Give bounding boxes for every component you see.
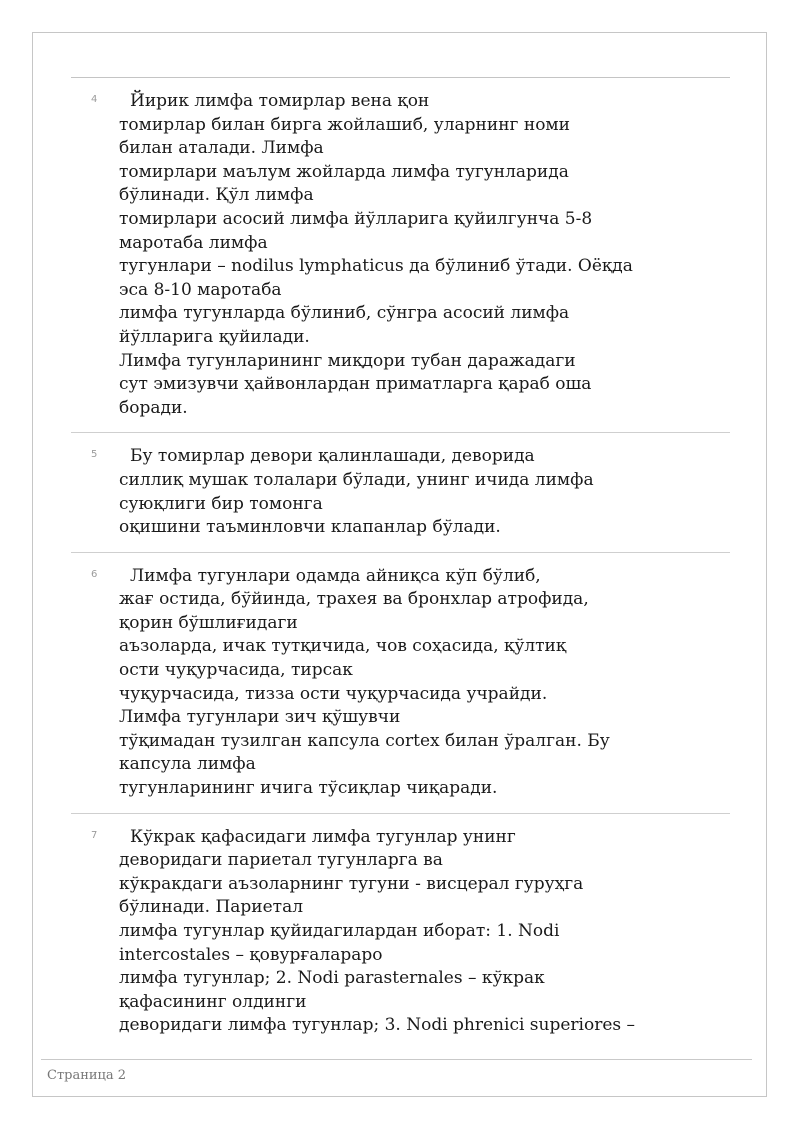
text-line: intercostales – қовурғалараро <box>119 944 383 965</box>
text-line: аъзоларда, ичак тутқичида, чов соҳасида, қўлтиқ <box>119 636 567 657</box>
text-line: Лимфа тугунлари одамда айниқса кўп бўлиб, <box>130 565 541 586</box>
text-line: бўлинади. Париетал <box>119 897 304 918</box>
text-line: қорин бўшлиғидаги <box>119 612 298 633</box>
text-line: йўлларига қуйилади. <box>119 326 310 347</box>
page-footer-label: Страница 2 <box>47 1068 127 1083</box>
section-number: 5 <box>91 449 98 461</box>
text-line: билан аталади. Лимфа <box>119 138 324 159</box>
text-line: Йирик лимфа томирлар вена қон <box>130 91 430 111</box>
text-line: жағ остида, бўйинда, трахея ва бронхлар атрофида, <box>119 589 589 610</box>
section-4 <box>71 78 730 433</box>
section-7 <box>71 814 730 1044</box>
text-line: томирлар билан бирга жойлашиб, уларнинг номи <box>119 114 570 135</box>
text-line: лимфа тугунлар; 2. Nodi parasternales – кўкрак <box>119 968 545 989</box>
text-line: ости чуқурчасида, тирсак <box>119 660 353 681</box>
text-line: тугунлари – nodilus lymphaticus да бўлиниб ўтади. Оёқда <box>119 256 633 277</box>
text-line: Кўкрак қафасидаги лимфа тугунлар унинг <box>130 826 516 847</box>
text-line: оқишини таъминловчи клапанлар бўлади. <box>119 517 501 538</box>
document-page <box>32 32 767 1097</box>
text-line: маротаба лимфа <box>119 232 268 253</box>
footer-divider <box>41 1059 752 1060</box>
paragraph <box>119 445 722 539</box>
paragraph <box>119 565 722 801</box>
text-line: кўкракдаги аъзоларнинг тугуни - висцерал гуруҳга <box>119 873 584 894</box>
text-line: томирлари асосий лимфа йўлларига қуйилгунча 5-8 <box>119 208 593 229</box>
text-line: суюқлиги бир томонга <box>119 493 323 514</box>
text-line: эса 8-10 маротаба <box>119 279 282 300</box>
section-5 <box>71 433 730 552</box>
text-line: капсула лимфа <box>119 754 256 775</box>
text-line: силлиқ мушак толалари бўлади, унинг ичида лимфа <box>119 469 594 490</box>
text-line: тугунларининг ичига тўсиқлар чиқаради. <box>119 778 498 799</box>
section-number: 6 <box>91 568 98 580</box>
text-line: тўқимадан тузилган капсула cortex билан ўралган. Бу <box>119 730 610 751</box>
page-content <box>71 77 730 1044</box>
text-line: деворидаги париетал тугунларга ва <box>119 850 443 871</box>
text-line: қафасининг олдинги <box>119 991 307 1012</box>
text-line: Бу томирлар девори қалинлашади, деворида <box>130 446 535 467</box>
text-line: сут эмизувчи ҳайвонлардан приматларга қараб оша <box>119 374 592 395</box>
text-line: боради. <box>119 397 188 418</box>
text-line: Лимфа тугунларининг миқдори тубан даражадаги <box>119 350 576 371</box>
paragraph <box>119 90 722 420</box>
section-number: 4 <box>91 94 98 105</box>
text-line: Лимфа тугунлари зич қўшувчи <box>119 707 401 728</box>
text-line: чуқурчасида, тизза ости чуқурчасида учрайди. <box>119 683 548 704</box>
paragraph <box>119 826 722 1038</box>
text-line: лимфа тугунлар қуйидагилардан иборат: 1. Nodi <box>119 921 560 941</box>
text-line: лимфа тугунларда бўлиниб, сўнгра асосий лимфа <box>119 303 570 324</box>
section-number: 7 <box>91 829 98 841</box>
text-line: деворидаги лимфа тугунлар; 3. Nodi phrenici superiores – <box>119 1015 636 1036</box>
text-line: бўлинади. Қўл лимфа <box>119 185 314 206</box>
text-line: томирлари маълум жойларда лимфа тугунларида <box>119 161 569 182</box>
section-6 <box>71 553 730 814</box>
